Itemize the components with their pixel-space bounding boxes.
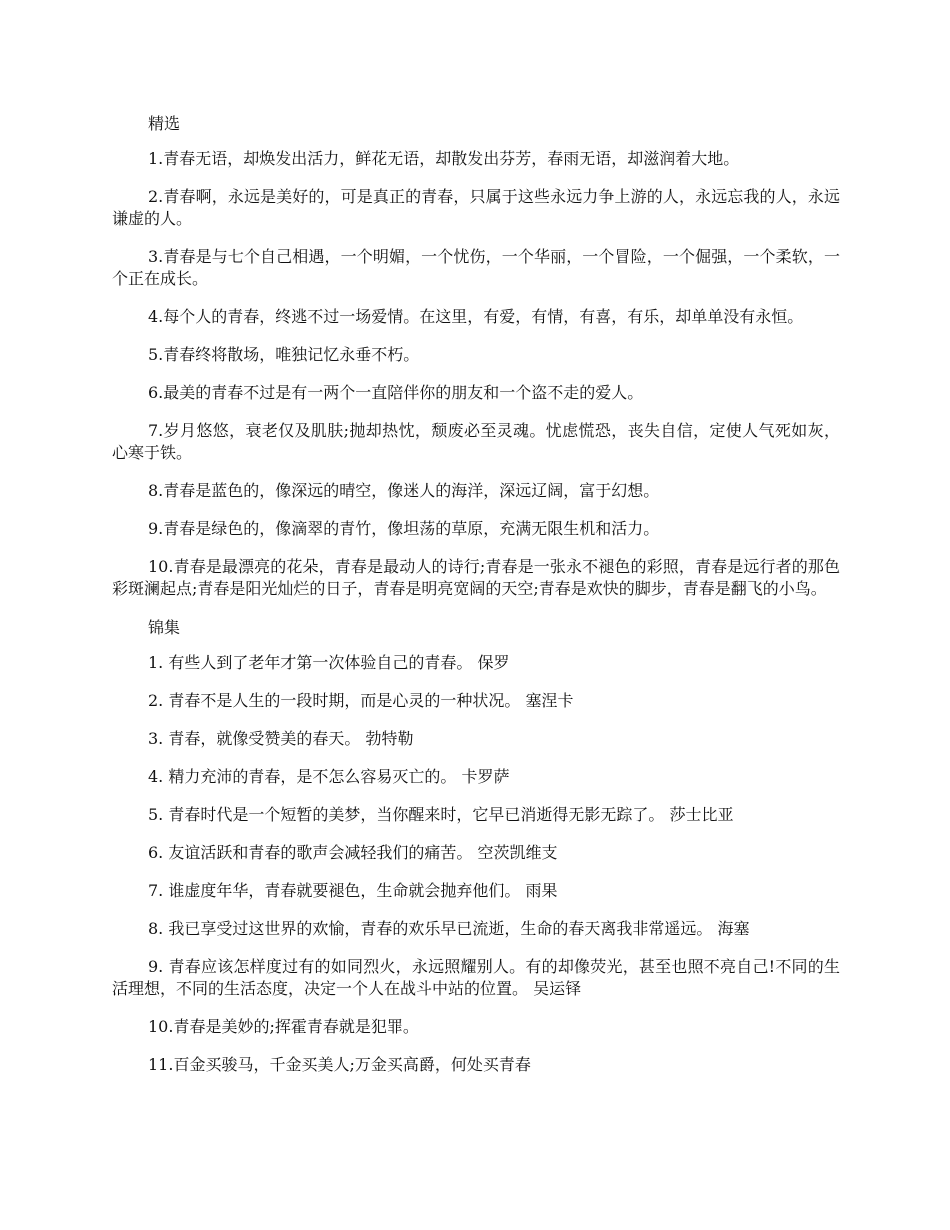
quote-paragraph: 9. 青春应该怎样度过有的如同烈火，永远照耀别人。有的却像荧光，甚至也照不亮自己!不同的生活理想，不同的生活态度，决定一个人在战斗中站的位置。 吴运铎 (112, 957, 840, 998)
quote-paragraph: 11.百金买骏马，千金买美人;万金买高爵，何处买青春 (148, 1055, 531, 1074)
quote-paragraph: 6.最美的青春不过是有一两个一直陪伴你的朋友和一个盗不走的爱人。 (148, 383, 644, 402)
quote-paragraph: 5. 青春时代是一个短暂的美梦，当你醒来时，它早已消逝得无影无踪了。 莎士比亚 (148, 805, 734, 824)
quote-paragraph: 4. 精力充沛的青春，是不怎么容易灭亡的。 卡罗萨 (148, 767, 510, 786)
section-heading-collection: 锦集 (148, 618, 181, 637)
quote-paragraph: 9.青春是绿色的，像滴翠的青竹，像坦荡的草原，充满无限生机和活力。 (148, 519, 660, 538)
quote-paragraph: 7. 谁虚度年华，青春就要褪色，生命就会抛弃他们。 雨果 (148, 881, 558, 900)
quote-paragraph: 1. 有些人到了老年才第一次体验自己的青春。 保罗 (148, 653, 510, 672)
section-heading-selected: 精选 (148, 114, 181, 133)
quote-paragraph: 2. 青春不是人生的一段时期，而是心灵的一种状况。 塞涅卡 (148, 691, 574, 710)
quote-paragraph: 10.青春是美妙的;挥霍青春就是犯罪。 (148, 1017, 419, 1036)
quote-paragraph: 7.岁月悠悠，衰老仅及肌肤;抛却热忱，颓废必至灵魂。忧虑慌恐，丧失自信，定使人气死如灰，心寒于铁。 (112, 421, 840, 462)
quote-paragraph: 5.青春终将散场，唯独记忆永垂不朽。 (148, 345, 420, 364)
quote-paragraph: 8. 我已享受过这世界的欢愉，青春的欢乐早已流逝，生命的春天离我非常遥远。 海塞 (148, 919, 750, 938)
quote-paragraph: 1.青春无语，却焕发出活力，鲜花无语，却散发出芬芳，春雨无语，却滋润着大地。 (148, 149, 740, 168)
quote-paragraph: 10.青春是最漂亮的花朵，青春是最动人的诗行;青春是一张永不褪色的彩照，青春是远行者的那色彩斑澜起点;青春是阳光灿烂的日子，青春是明亮宽阔的天空;青春是欢快的脚步，青春是翻飞的小鸟。 (112, 557, 840, 598)
quote-paragraph: 6. 友谊活跃和青春的歌声会减轻我们的痛苦。 空茨凯维支 (148, 843, 558, 862)
quote-paragraph: 8.青春是蓝色的，像深远的晴空，像迷人的海洋，深远辽阔，富于幻想。 (148, 481, 660, 500)
quote-paragraph: 3. 青春，就像受赞美的春天。 勃特勒 (148, 729, 414, 748)
quote-paragraph: 2.青春啊，永远是美好的，可是真正的青春，只属于这些永远力争上游的人，永远忘我的人，永远谦虚的人。 (112, 187, 840, 228)
document-page (112, 112, 840, 1076)
quote-paragraph: 3.青春是与七个自己相遇，一个明媚，一个忧伤，一个华丽，一个冒险，一个倔强，一个柔软，一个正在成长。 (112, 247, 840, 288)
quote-paragraph: 4.每个人的青春，终逃不过一场爱情。在这里，有爱，有情，有喜，有乐，却单单没有永恒。 (148, 307, 804, 326)
